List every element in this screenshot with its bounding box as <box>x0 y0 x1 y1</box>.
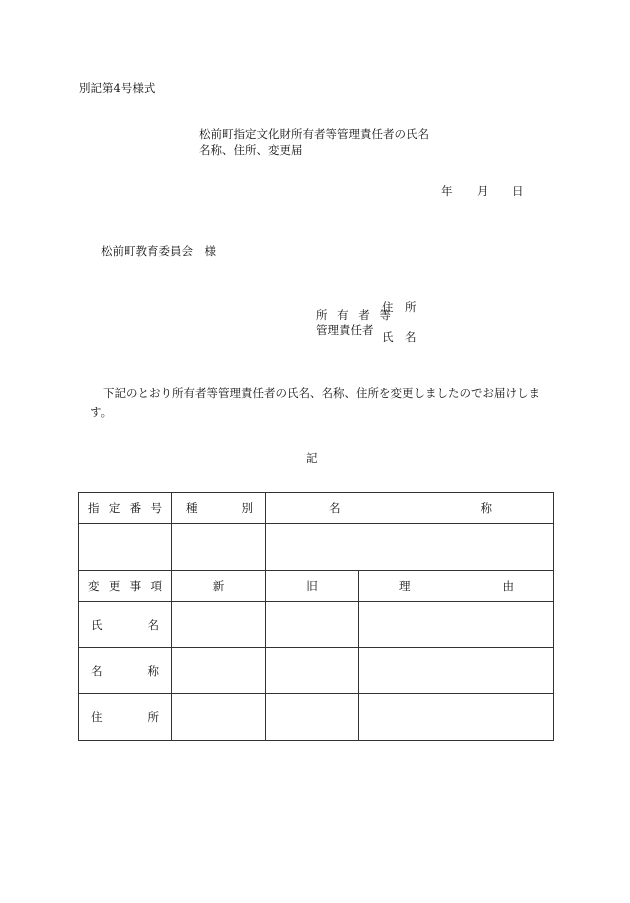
header-change-item: 変 更 事 項 <box>79 571 172 602</box>
applicant-label-manager: 管理責任者 <box>316 323 374 337</box>
table-header-row-2 <box>79 571 554 602</box>
header-designation-number: 指 定 番 号 <box>79 493 172 524</box>
cell-address-old[interactable] <box>266 694 359 741</box>
header-reason: 理 由 <box>359 571 554 602</box>
address-label: 住 所 <box>382 300 417 314</box>
title-line-1: 松前町指定文化財所有者等管理責任者の氏名 <box>199 127 429 141</box>
cell-designation-number-value[interactable] <box>79 524 172 571</box>
title-line-2: 名称、住所、変更届 <box>199 143 303 157</box>
cell-name-reason[interactable] <box>359 602 554 648</box>
form-number: 別記第4号様式 <box>79 81 156 95</box>
header-new: 新 <box>172 571 266 602</box>
cell-title-old[interactable] <box>266 648 359 694</box>
table-row-title <box>79 648 554 694</box>
date-month: 月 <box>477 184 489 198</box>
table-header-row-1 <box>79 493 554 524</box>
change-form-table <box>78 492 554 741</box>
header-name: 名 称 <box>266 493 554 524</box>
table-row-blank <box>79 524 554 571</box>
date-year: 年 <box>441 184 453 198</box>
ki-heading: 記 <box>306 451 318 465</box>
table-row-address <box>79 694 554 741</box>
cell-address-new[interactable] <box>172 694 266 741</box>
cell-type-value[interactable] <box>172 524 266 571</box>
applicant-label-owner: 所 有 者 等 <box>316 308 394 322</box>
cell-address-reason[interactable] <box>359 694 554 741</box>
cell-title-reason[interactable] <box>359 648 554 694</box>
name-label: 氏 名 <box>382 330 417 344</box>
cell-name-old[interactable] <box>266 602 359 648</box>
header-type: 種 別 <box>172 493 266 524</box>
row-label-title: 名 称 <box>79 648 172 694</box>
row-label-name: 氏 名 <box>79 602 172 648</box>
body-text-line-1: 下記のとおり所有者等管理責任者の氏名、名称、住所を変更しましたのでお届けしま <box>103 386 540 400</box>
cell-name-value[interactable] <box>266 524 554 571</box>
date-day: 日 <box>512 184 524 198</box>
table-row-name <box>79 602 554 648</box>
cell-title-new[interactable] <box>172 648 266 694</box>
row-label-address: 住 所 <box>79 694 172 741</box>
recipient: 松前町教育委員会 様 <box>101 244 216 258</box>
body-text-line-2: す。 <box>90 405 113 419</box>
header-old: 旧 <box>266 571 359 602</box>
cell-name-new[interactable] <box>172 602 266 648</box>
